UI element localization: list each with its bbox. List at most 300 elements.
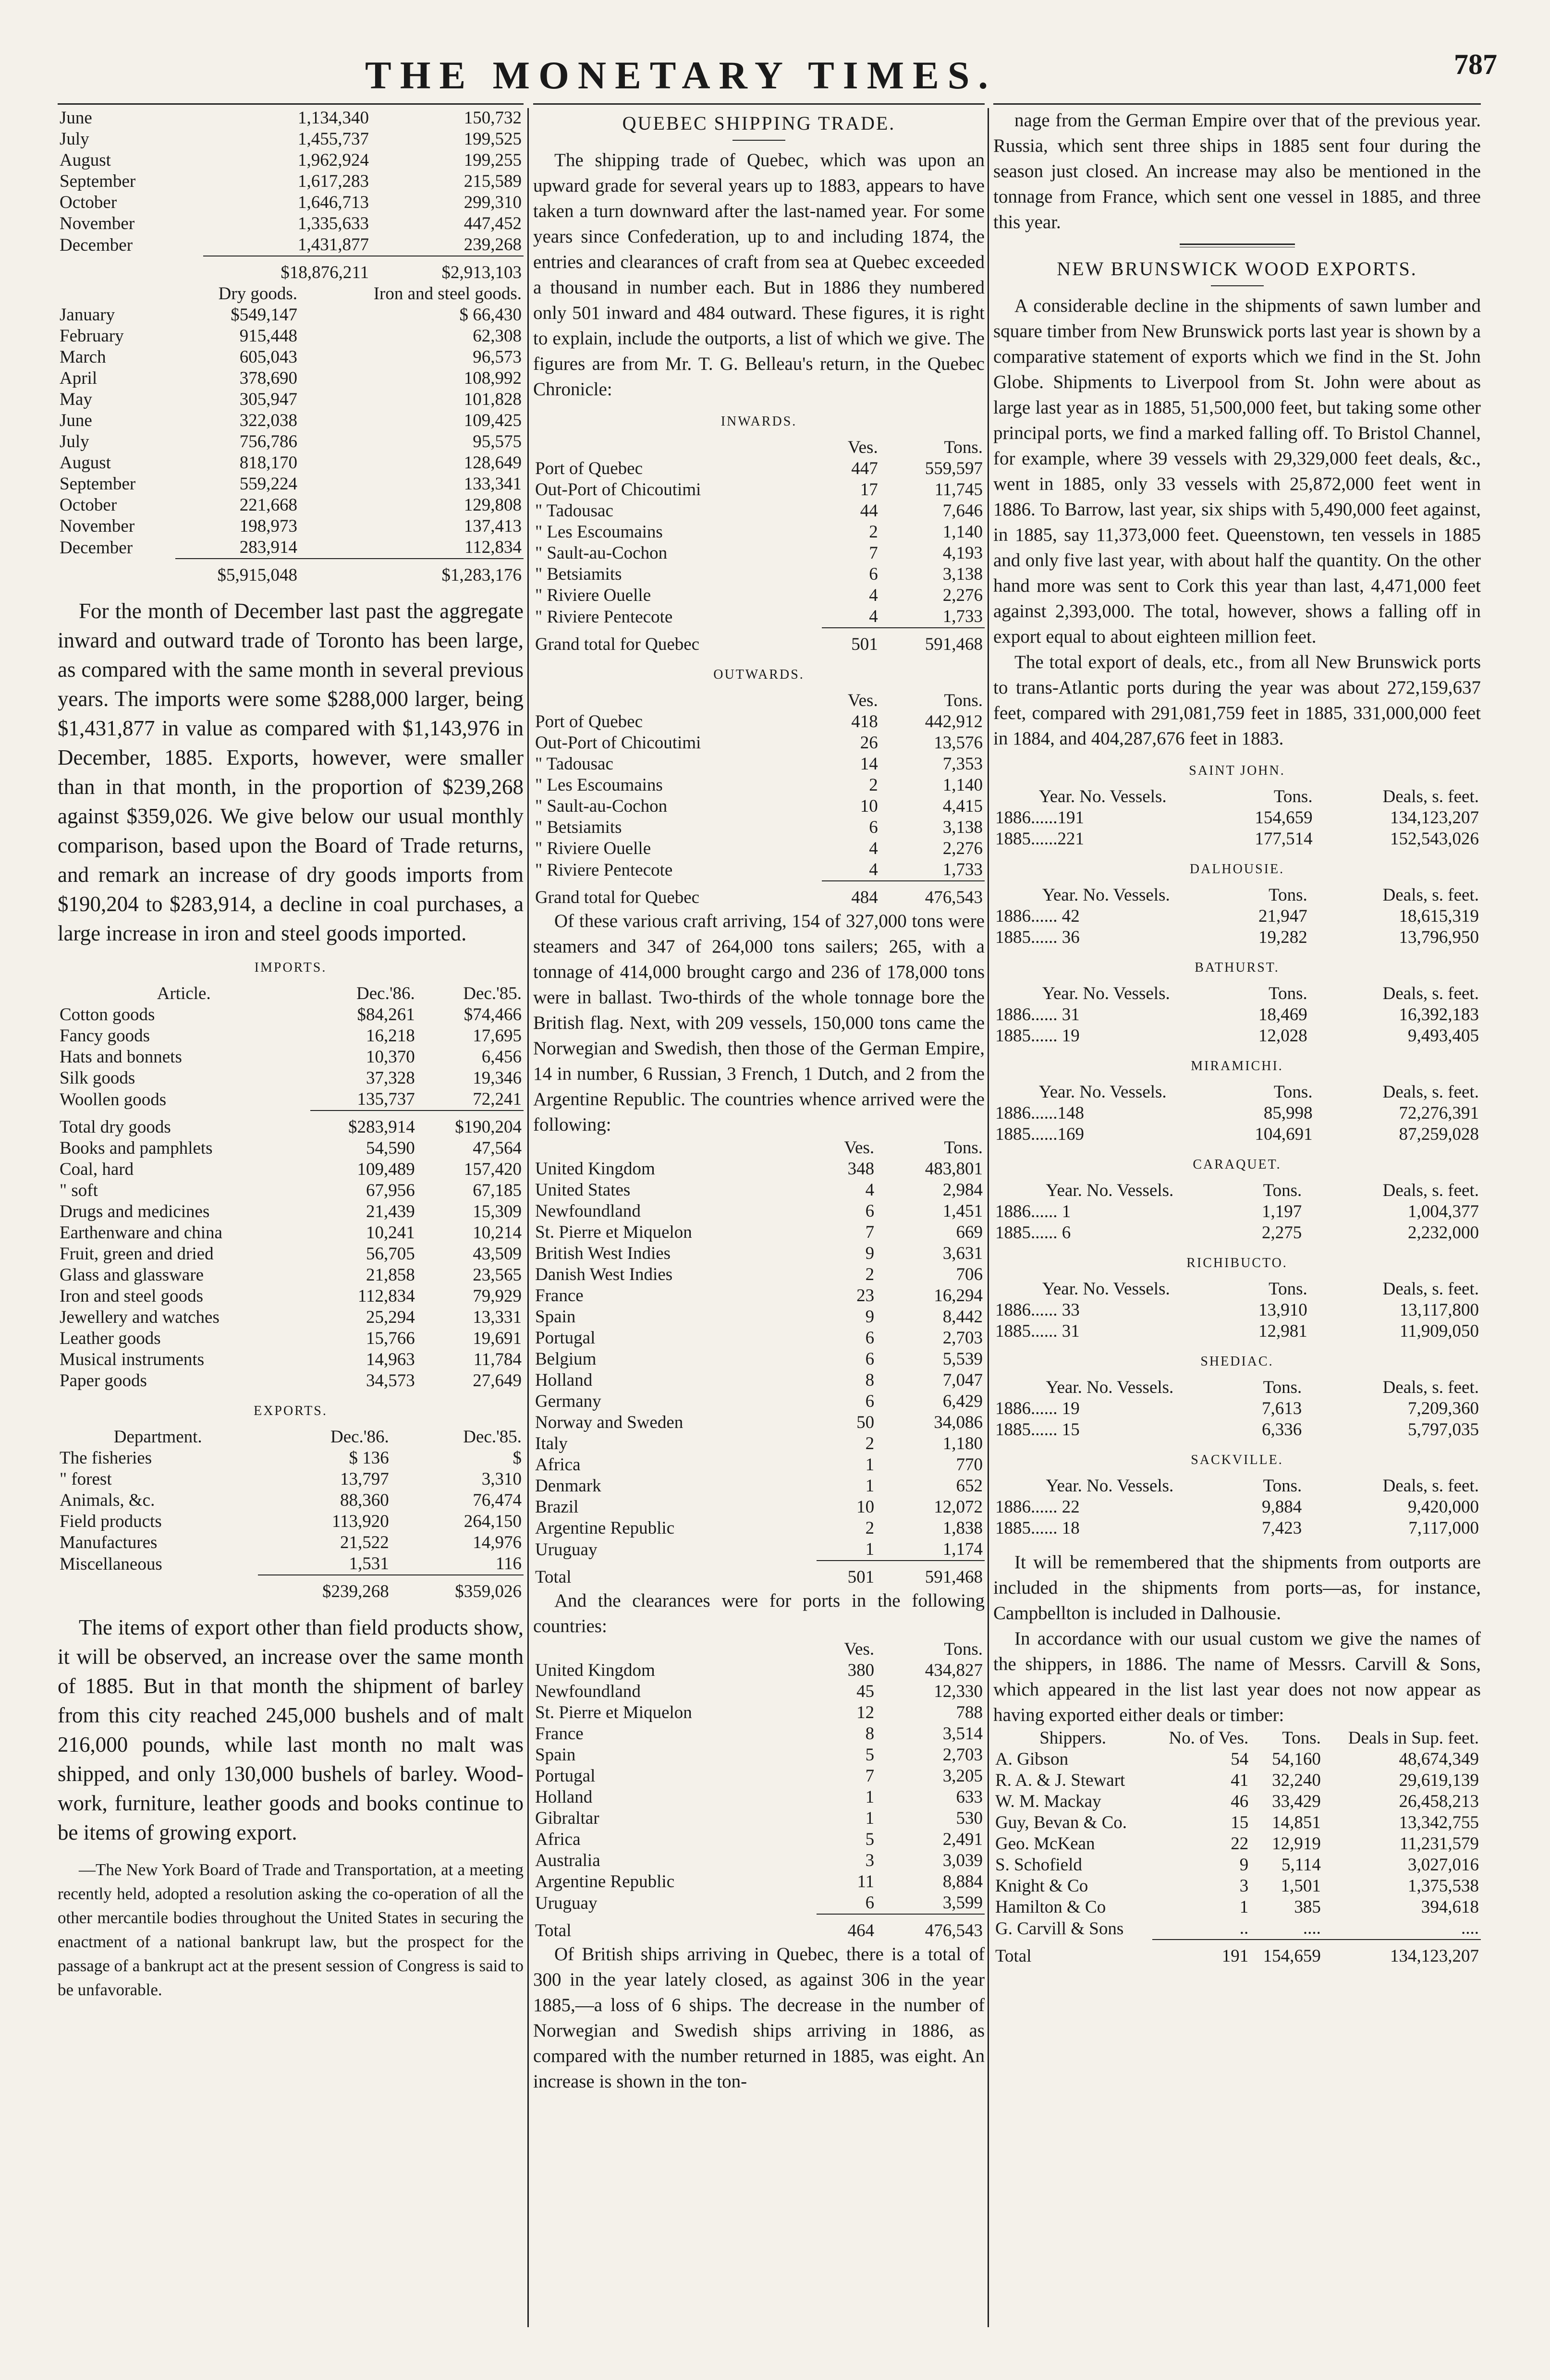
cell-label: 1885...... 15 xyxy=(995,1420,1080,1440)
cell-label: February xyxy=(60,326,124,346)
cell-label: A. Gibson xyxy=(995,1749,1069,1769)
cell-value: 7,047 xyxy=(942,1370,983,1390)
table-row xyxy=(533,1454,985,1476)
cell-label: " Betsiamits xyxy=(535,818,622,837)
cell-value: 26 xyxy=(860,733,878,753)
cell-label: 1885...... 19 xyxy=(995,1026,1080,1046)
cell-value: 530 xyxy=(956,1808,983,1828)
column-header-label: Department. xyxy=(113,1427,202,1447)
column-header-value: Tons. xyxy=(1263,1476,1302,1496)
nb-total-paragraph: The total export of deals, etc., from all New Brunswick ports to trans-Atlantic ports during the year was about 272,159,637 feet, compared with 291,081,759 feet in 1885, 331,000,000 feet in 1884, and 404,287,676 feet in 1883. xyxy=(993,652,1481,749)
table-row xyxy=(993,1897,1481,1918)
column-header-label: Year. No. Vessels. xyxy=(1038,787,1167,806)
cell-value: 50 xyxy=(856,1413,875,1432)
cell-label: Cotton goods xyxy=(60,1005,155,1025)
port-table xyxy=(993,1180,1481,1244)
cell-value: 6 xyxy=(865,1349,875,1369)
cell-value: 3,599 xyxy=(942,1893,983,1913)
header-row xyxy=(993,1728,1481,1749)
tonnage-continued-paragraph: nage from the German Empire over that of the previous year. Russia, which sent three ships in 1885 sent four during the season just closed. An increase may also be mentioned in the tonnage from France, which sent one vessel in 1885, and three this year. xyxy=(993,110,1481,232)
cell-value: 21,947 xyxy=(1258,906,1307,926)
column-header-value: Deals, s. feet. xyxy=(1382,1181,1479,1200)
cell-value: 7,353 xyxy=(942,754,983,774)
table-row xyxy=(58,474,524,495)
cell-value: 15,766 xyxy=(366,1329,415,1348)
cell-value: 559,597 xyxy=(925,459,983,478)
cell-value: 10,214 xyxy=(473,1223,522,1243)
cell-value: 7,209,360 xyxy=(1408,1399,1479,1418)
port-table xyxy=(993,1377,1481,1440)
cell-value: 150,732 xyxy=(464,108,522,128)
total-label xyxy=(58,559,175,586)
cell-value: 12 xyxy=(856,1703,875,1722)
cell-value: $ xyxy=(513,1448,522,1468)
table-row xyxy=(58,1047,524,1068)
cell-label: Brazil xyxy=(535,1497,579,1517)
inwards-total xyxy=(533,628,985,655)
cell-value: 11,745 xyxy=(934,480,983,500)
cell-value: 447,452 xyxy=(464,214,522,233)
total-row xyxy=(533,628,985,655)
cell-value: 33,429 xyxy=(1272,1792,1321,1811)
cell-value: 134,123,207 xyxy=(1390,808,1479,828)
cell-value: 2,232,000 xyxy=(1408,1223,1479,1243)
cell-value: $84,261 xyxy=(357,1005,415,1025)
table-row xyxy=(533,458,985,479)
table-row xyxy=(58,1068,524,1089)
monthly-totals-table xyxy=(58,108,524,283)
dry-iron-table xyxy=(58,283,524,586)
table-row xyxy=(533,1306,985,1328)
cell-value: 394,618 xyxy=(1421,1897,1479,1917)
cell-value: 96,573 xyxy=(473,347,522,367)
outwards-body xyxy=(533,711,985,881)
table-row xyxy=(533,711,985,732)
cell-value: 4,415 xyxy=(942,796,983,816)
shippers-header xyxy=(993,1728,1481,1749)
cell-value: 1,375,538 xyxy=(1408,1876,1479,1896)
cell-value: 16,392,183 xyxy=(1399,1005,1479,1025)
column-header-value: Tons. xyxy=(1263,1181,1302,1200)
cell-value: 12,981 xyxy=(1258,1321,1307,1341)
table-row xyxy=(533,1264,985,1285)
total-label xyxy=(58,1575,258,1602)
header-row xyxy=(993,1082,1481,1103)
cell-value: 1,180 xyxy=(942,1434,983,1453)
arrivals-header xyxy=(533,1137,985,1159)
table-row xyxy=(58,1553,524,1575)
outwards-table xyxy=(533,690,985,908)
table-row xyxy=(58,1469,524,1490)
cell-label: 1885......169 xyxy=(995,1124,1084,1144)
port-name: SAINT JOHN. xyxy=(1189,763,1285,778)
cell-value: 378,690 xyxy=(239,368,298,388)
header-row xyxy=(533,1137,985,1159)
cell-label: Guy, Bevan & Co. xyxy=(995,1813,1127,1832)
arrivals-total xyxy=(533,1561,985,1588)
cell-label: Miscellaneous xyxy=(60,1554,162,1574)
table-row xyxy=(58,1307,524,1328)
cell-value: 76,474 xyxy=(473,1490,522,1510)
cell-label: G. Carvill & Sons xyxy=(995,1919,1124,1939)
total-value: 591,468 xyxy=(876,1561,985,1588)
cell-value: 5 xyxy=(865,1830,875,1849)
top-rule xyxy=(533,103,985,105)
cell-value: 37,328 xyxy=(366,1068,415,1088)
cell-value: 9 xyxy=(1239,1855,1249,1875)
nb-decline-paragraph: A considerable decline in the shipments of sawn lumber and square timber from New Brunswick ports last year is shown by a comparative statement of exports which we find in the St. John Globe. Shipments to Liverpool from St. John were about as large last year as in 1885, 51,500,000 feet, but taking some other principal ports, we find a marked falling off. To Bristol Channel, for example, where 39 vessels with 29,329,000 feet deals, &c., went in 1885, only 33 vessels with 25,872,000 feet went in 1886. To Barrow, last year, six ships with 5,490,000 feet against, in 1885, say 11,373,000 feet. Queenstown, ten vessels in 1885 and only five last year, with about half the quantity. On the other hand more was sent to Cork this year than last, 4,471,000 feet against 2,393,000. The total, however, shows a falling off in export equal to about eighteen million feet. xyxy=(993,295,1481,647)
table-row xyxy=(533,500,985,522)
cell-value: 1,962,924 xyxy=(298,150,369,170)
cell-value: 113,920 xyxy=(331,1512,389,1531)
table-row xyxy=(993,1833,1481,1855)
shippers-total xyxy=(993,1940,1481,1967)
cell-label: " Betsiamits xyxy=(535,564,622,584)
cell-value: 56,705 xyxy=(366,1244,415,1264)
cell-value: 2,703 xyxy=(942,1745,983,1765)
table-row xyxy=(58,108,524,129)
cell-value: 67,185 xyxy=(473,1181,522,1200)
cell-value: 14 xyxy=(860,754,878,774)
cell-value: 2,276 xyxy=(942,839,983,858)
imports-table xyxy=(58,983,524,1391)
column-header-value: Tons. xyxy=(944,1639,983,1659)
column-header-label: Year. No. Vessels. xyxy=(1042,984,1170,1003)
cell-label: Animals, &c. xyxy=(60,1490,155,1510)
cell-value: 128,649 xyxy=(464,453,522,473)
table-row xyxy=(533,732,985,754)
total-row xyxy=(58,559,524,586)
table-row xyxy=(533,1745,985,1766)
column-header-value: Tons. xyxy=(944,438,983,457)
cell-value: 23 xyxy=(856,1286,875,1306)
cell-label: Portugal xyxy=(535,1766,596,1786)
cell-value: 25,294 xyxy=(366,1307,415,1327)
column-header-value: Deals, s. feet. xyxy=(1382,1378,1479,1397)
cell-value: 2 xyxy=(865,1434,875,1453)
cell-value: 21,522 xyxy=(340,1533,389,1552)
table-row xyxy=(993,807,1481,829)
cell-value: 9,420,000 xyxy=(1408,1497,1479,1517)
table-row xyxy=(58,326,524,347)
table-row xyxy=(533,1497,985,1518)
cell-label: St. Pierre et Miquelon xyxy=(535,1222,692,1242)
column-header-label: Article. xyxy=(157,984,211,1003)
table-row xyxy=(533,1243,985,1264)
header-row xyxy=(533,1639,985,1660)
cell-label: December xyxy=(60,538,133,558)
cell-label: Danish West Indies xyxy=(535,1265,673,1284)
total-label: Total dry goods xyxy=(60,1117,171,1137)
cell-label: December xyxy=(60,235,133,255)
cell-value: 756,786 xyxy=(239,432,298,452)
table-row xyxy=(993,1855,1481,1876)
cell-value: 447 xyxy=(851,459,878,478)
cell-value: 1,004,377 xyxy=(1408,1202,1479,1221)
column-header-label xyxy=(533,437,822,458)
cell-value: 633 xyxy=(956,1787,983,1807)
cell-value: 3,631 xyxy=(942,1244,983,1263)
cell-label: Holland xyxy=(535,1787,593,1807)
outwards-total xyxy=(533,881,985,908)
cell-label: 1885......221 xyxy=(995,829,1084,849)
cell-value: 605,043 xyxy=(239,347,298,367)
table-row xyxy=(58,537,524,559)
column-header-value: Tons. xyxy=(1269,885,1307,905)
cell-value: 23,565 xyxy=(473,1265,522,1285)
cell-value: 2 xyxy=(865,1518,875,1538)
cell-value: 19,282 xyxy=(1258,928,1307,947)
cell-value: 11,909,050 xyxy=(1399,1321,1479,1341)
cell-label: Newfoundland xyxy=(535,1682,641,1701)
column-rule-left xyxy=(527,108,529,2327)
table-row xyxy=(533,1180,985,1201)
cell-value: 3,514 xyxy=(942,1724,983,1744)
cell-value: 2,276 xyxy=(942,586,983,605)
table-row xyxy=(993,1518,1481,1539)
table-row xyxy=(533,796,985,817)
export-items-paragraph: The items of export other than field products show, it will be observed, an increase over the same month of 1885. But in that month the shipment of barley from this city reached 245,000 bushels and of malt 216,000 pounds, while last month no malt was shipped, and only 130,000 bushels of barley. Wood-work, furniture, leather goods and books continue to be items of growing export. xyxy=(58,1615,524,1844)
table-row xyxy=(533,1808,985,1829)
cell-value: 3 xyxy=(865,1851,875,1870)
header-row xyxy=(533,690,985,711)
cell-value: 112,834 xyxy=(357,1286,415,1306)
column-header-value: Ves. xyxy=(848,691,878,710)
table-row xyxy=(993,1103,1481,1124)
cell-value: 11,231,579 xyxy=(1399,1834,1479,1854)
cell-label: Glass and glassware xyxy=(60,1265,204,1285)
cell-value: 1 xyxy=(865,1476,875,1496)
cell-value: 27,649 xyxy=(473,1371,522,1391)
cell-value: .. xyxy=(1239,1918,1249,1938)
cell-value: 112,834 xyxy=(464,537,522,557)
total-value: $283,914 xyxy=(310,1111,417,1138)
cell-label: " Tadousac xyxy=(535,501,613,521)
table-row xyxy=(993,1812,1481,1833)
header-row xyxy=(58,1427,524,1448)
cell-value: 299,310 xyxy=(464,193,522,212)
port-table xyxy=(993,1082,1481,1145)
total-value: 476,543 xyxy=(880,881,985,908)
arrivals-paragraph: Of these various craft arriving, 154 of 327,000 tons were steamers and 347 of 264,000 tons sailers; 265, with a tonnage of 414,000 brought cargo and 236 of 178,000 tons were in ballast. Two-thirds of the whole tonnage bore the British flag. Next, with 209 vessels, 150,000 tons came the Norwegian and Swedish, then those of the German Empire, 14 in number, 6 Russian, 3 French, 1 Dutch, and 2 from the Argentine Republic. The countries whence arrived were the following: xyxy=(533,911,985,1135)
table-row xyxy=(533,1201,985,1222)
cell-label: Paper goods xyxy=(60,1371,147,1391)
table-row xyxy=(993,1025,1481,1047)
nb-wood-heading: NEW BRUNSWICK WOOD EXPORTS. xyxy=(1057,258,1417,280)
column-header-value: Ves. xyxy=(844,1639,875,1659)
cell-label: Hats and bonnets xyxy=(60,1047,182,1067)
table-row xyxy=(58,389,524,410)
table-row xyxy=(993,1497,1481,1518)
table-row xyxy=(58,1532,524,1553)
cell-value: 1,197 xyxy=(1262,1202,1302,1221)
outports-paragraph: It will be remembered that the shipments from outports are included in the shipments from ports—as, for instance, Campbellton is included in Dalhousie. xyxy=(993,1552,1481,1623)
cell-value: 109,425 xyxy=(464,411,522,430)
total-value: 134,123,207 xyxy=(1323,1940,1481,1967)
cell-label: Australia xyxy=(535,1851,600,1870)
shippers-intro-paragraph: In accordance with our usual custom we give the names of the shippers, in 1886. The name of Messrs. Carvill & Sons, which appeared in the list last year does not now appear as having exported either deals or timber: xyxy=(993,1628,1481,1725)
table-row xyxy=(58,368,524,389)
bankrupt-law-paragraph: —The New York Board of Trade and Transportation, at a meeting recently held, adopted a resolution asking the co-operation of all the other mercantile bodies throughout the United States in securing the enactment of a national bankrupt law, but the prospect for the passage of a bankrupt act at the present session of Congress is said to be unfavorable. xyxy=(58,1860,524,1999)
port-name: SHEDIAC. xyxy=(1200,1354,1274,1369)
cell-value: 4 xyxy=(869,839,878,858)
cell-value: 385 xyxy=(1294,1897,1321,1917)
cell-value: 2,703 xyxy=(942,1328,983,1348)
cell-value: 7,423 xyxy=(1262,1518,1302,1538)
column-header-value: Dec.'85. xyxy=(463,1427,522,1447)
port-name: RICHIBUCTO. xyxy=(1186,1256,1288,1270)
cell-value: 154,659 xyxy=(1255,808,1313,828)
total-label: Total xyxy=(535,1921,572,1941)
table-row xyxy=(533,1159,985,1180)
cell-value: 157,420 xyxy=(464,1159,522,1179)
cell-label: Hamilton & Co xyxy=(995,1897,1106,1917)
cell-value: 3,310 xyxy=(481,1469,522,1489)
cell-label: Out-Port of Chicoutimi xyxy=(535,733,701,753)
cell-value: 4 xyxy=(869,607,878,626)
table-row xyxy=(58,1511,524,1532)
cell-value: 418 xyxy=(851,712,878,732)
cell-label: St. Pierre et Miquelon xyxy=(535,1703,692,1722)
total-row xyxy=(58,1575,524,1602)
total-value: 154,659 xyxy=(1250,1940,1323,1967)
header-row xyxy=(993,1377,1481,1398)
cell-value: 12,330 xyxy=(934,1682,983,1701)
cell-value: 1,431,877 xyxy=(298,235,369,255)
cell-value: 6 xyxy=(865,1201,875,1221)
cell-value: 46 xyxy=(1231,1792,1249,1811)
cell-label: May xyxy=(60,390,92,409)
cell-value: 6,429 xyxy=(942,1391,983,1411)
table-row xyxy=(533,479,985,500)
table-row xyxy=(993,1321,1481,1342)
cell-value: 239,268 xyxy=(464,235,522,255)
cell-value: $549,147 xyxy=(231,305,298,325)
cell-label: Uruguay xyxy=(535,1540,598,1560)
cell-value: 11,784 xyxy=(473,1350,522,1369)
cell-value: 72,276,391 xyxy=(1399,1103,1479,1123)
cell-value: 54,590 xyxy=(366,1138,415,1158)
cell-value: 322,038 xyxy=(239,411,298,430)
column-header-label: Year. No. Vessels. xyxy=(1046,1476,1174,1496)
cell-value: 199,525 xyxy=(464,129,522,149)
cell-label: " Riviere Ouelle xyxy=(535,586,651,605)
cell-value: 44 xyxy=(860,501,878,521)
total-value: 591,468 xyxy=(880,628,985,655)
column-header-value: Tons. xyxy=(1282,1728,1321,1748)
cell-value: 7,613 xyxy=(1262,1399,1302,1418)
cell-value: 95,575 xyxy=(473,432,522,452)
cell-value: 1 xyxy=(865,1539,875,1559)
cell-value: 1 xyxy=(865,1787,875,1807)
cell-label: France xyxy=(535,1724,584,1744)
column-header-label: Year. No. Vessels. xyxy=(1046,1181,1174,1200)
table-row xyxy=(533,1681,985,1702)
cell-label: Out-Port of Chicoutimi xyxy=(535,480,701,500)
cell-value: 788 xyxy=(956,1703,983,1722)
cell-value: 6 xyxy=(869,818,878,837)
inwards-table xyxy=(533,437,985,655)
cell-value: 8,884 xyxy=(942,1872,983,1892)
cell-value: 3,205 xyxy=(942,1766,983,1786)
cell-value: 6,456 xyxy=(481,1047,522,1067)
cell-label: 1886...... 33 xyxy=(995,1300,1080,1320)
top-rule xyxy=(993,103,1481,105)
table-row xyxy=(993,1124,1481,1145)
cell-label: " Sault-au-Cochon xyxy=(535,543,668,563)
cell-label: Manufactures xyxy=(60,1533,158,1552)
port-name: DALHOUSIE. xyxy=(1189,862,1285,877)
cell-label: Silk goods xyxy=(60,1068,135,1088)
table-row xyxy=(533,1433,985,1454)
cell-value: 1,617,283 xyxy=(298,171,369,191)
cell-value: 22 xyxy=(1231,1834,1249,1854)
cell-label: " Tadousac xyxy=(535,754,613,774)
cell-value: 15 xyxy=(1231,1813,1249,1832)
cell-value: 4 xyxy=(869,586,878,605)
cell-value: 13,576 xyxy=(934,733,983,753)
column-header-value: Tons. xyxy=(944,1138,983,1158)
table-row xyxy=(533,754,985,775)
port-name: CARAQUET. xyxy=(1193,1157,1281,1172)
total-row xyxy=(533,1914,985,1941)
column-header-label xyxy=(533,1639,817,1660)
exports-label: EXPORTS. xyxy=(254,1404,328,1418)
cell-value: 669 xyxy=(956,1222,983,1242)
total-value: $359,026 xyxy=(391,1575,524,1602)
table-row xyxy=(993,1770,1481,1791)
cell-value: 8 xyxy=(865,1724,875,1744)
cell-value: 4,193 xyxy=(942,543,983,563)
cell-label: Africa xyxy=(535,1455,581,1475)
table-row xyxy=(533,1349,985,1370)
table-row xyxy=(58,129,524,150)
total-value: 501 xyxy=(822,628,879,655)
cell-value: 129,808 xyxy=(464,495,522,515)
cell-label: 1885...... 31 xyxy=(995,1321,1080,1341)
cell-value: 215,589 xyxy=(464,171,522,191)
outwards-header xyxy=(533,690,985,711)
cell-label: 1886...... 31 xyxy=(995,1005,1080,1025)
total-row xyxy=(58,1111,524,1138)
cell-value: 14,963 xyxy=(366,1350,415,1369)
port-name: SACKVILLE. xyxy=(1191,1452,1283,1467)
cell-label: April xyxy=(60,368,98,388)
table-row xyxy=(58,171,524,192)
header-row xyxy=(993,1476,1481,1497)
table-row xyxy=(993,1300,1481,1321)
cell-label: Coal, hard xyxy=(60,1159,134,1179)
column-header-value: Deals in Sup. feet. xyxy=(1348,1728,1479,1748)
cell-value: 6,336 xyxy=(1262,1420,1302,1440)
table-row xyxy=(58,1025,524,1047)
cell-label: August xyxy=(60,453,111,473)
cell-label: June xyxy=(60,411,92,430)
table-row xyxy=(58,1265,524,1286)
column-header-label: Year. No. Vessels. xyxy=(1046,1378,1174,1397)
column-header-value: Deals, s. feet. xyxy=(1382,984,1479,1003)
cell-label: Spain xyxy=(535,1745,576,1765)
cell-value: 16,218 xyxy=(366,1026,415,1046)
table-row xyxy=(533,1476,985,1497)
total-value: 476,543 xyxy=(876,1914,985,1941)
cell-label: Gibraltar xyxy=(535,1808,599,1828)
column-header-value: Tons. xyxy=(1269,984,1307,1003)
cell-value: 18,469 xyxy=(1258,1005,1307,1025)
table-row xyxy=(533,1539,985,1561)
cell-label: Fancy goods xyxy=(60,1026,150,1046)
cell-label: Spain xyxy=(535,1307,576,1327)
